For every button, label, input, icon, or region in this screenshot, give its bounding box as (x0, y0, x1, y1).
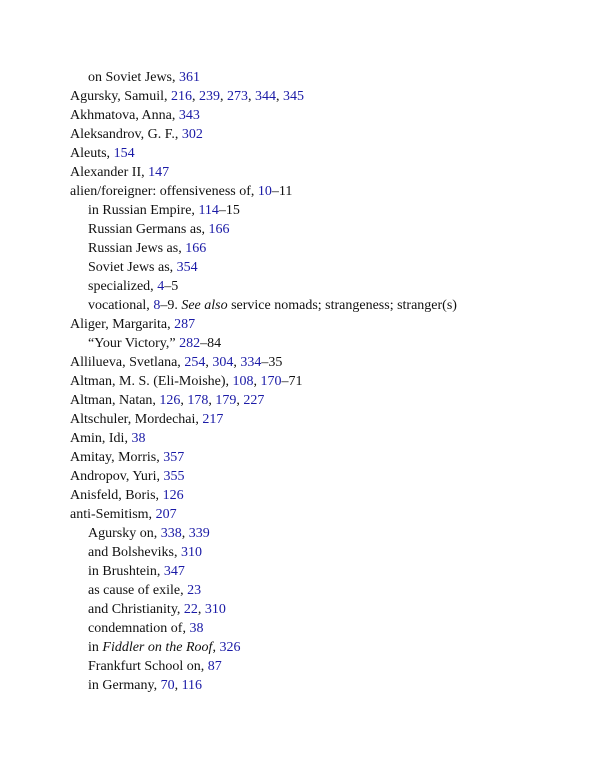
index-subentry (0, 638, 600, 657)
page-reference-link[interactable]: 216 (170, 89, 192, 104)
entry-text: , (180, 393, 188, 408)
index-entry (0, 448, 600, 467)
entry-text: Russian Jews as, (88, 241, 186, 256)
entry-text: , (253, 374, 261, 389)
page-reference-link[interactable]: 70 (160, 678, 175, 693)
entry-text: , (233, 355, 241, 370)
index-subentry (0, 220, 600, 239)
page-reference-link[interactable]: 23 (187, 583, 202, 598)
page-reference-link[interactable]: 154 (113, 146, 135, 161)
entry-text: Akhmatova, Anna, (70, 108, 179, 123)
index-entry (0, 125, 600, 144)
entry-text: alien/foreigner: offensiveness of, (70, 184, 258, 199)
page-reference-link[interactable]: 8 (153, 298, 161, 313)
entry-text: Russian Germans as, (88, 222, 209, 237)
page-reference-link[interactable]: 87 (207, 659, 222, 674)
entry-text: , (191, 89, 199, 104)
index-entry (0, 467, 600, 486)
index-subentry (0, 543, 600, 562)
page-reference-link[interactable]: 4 (157, 279, 165, 294)
page-reference-link[interactable]: 126 (159, 393, 181, 408)
index-entry (0, 486, 600, 505)
page-reference-link[interactable]: 126 (162, 488, 184, 503)
page-reference-link[interactable]: 114 (198, 203, 219, 218)
index-entry (0, 144, 600, 163)
index-entry (0, 106, 600, 125)
page-reference-link[interactable]: 310 (204, 602, 226, 617)
entry-text: , (197, 602, 205, 617)
page-reference-link[interactable]: 310 (180, 545, 202, 560)
page-reference-link[interactable]: 344 (254, 89, 276, 104)
page-reference-link[interactable]: 22 (183, 602, 198, 617)
entry-text: in Brushtein, (88, 564, 164, 579)
index-entry (0, 372, 600, 391)
index-entry (0, 353, 600, 372)
index-entry (0, 87, 600, 106)
index-subentry (0, 600, 600, 619)
entry-text: in (88, 640, 103, 655)
entry-text: as cause of exile, (88, 583, 188, 598)
page-reference-link[interactable]: 178 (187, 393, 209, 408)
index-subentry (0, 296, 600, 315)
page-reference-link[interactable]: 282 (179, 336, 201, 351)
page-reference-link[interactable]: 179 (215, 393, 237, 408)
entry-text: Altman, M. S. (Eli-Moishe), (70, 374, 233, 389)
entry-text: specialized, (88, 279, 158, 294)
entry-text: –35 (261, 355, 283, 370)
page-reference-link[interactable]: 254 (184, 355, 206, 370)
entry-text: vocational, (88, 298, 154, 313)
entry-text: Amitay, Morris, (70, 450, 164, 465)
index-entry (0, 182, 600, 201)
page-reference-link[interactable]: 38 (131, 431, 146, 446)
page-reference-link[interactable]: 10 (257, 184, 272, 199)
index-entry (0, 315, 600, 334)
index-entry (0, 163, 600, 182)
page-reference-link[interactable]: 273 (226, 89, 248, 104)
entry-text: Soviet Jews as, (88, 260, 177, 275)
entry-text: –9. (160, 298, 182, 313)
page-reference-link[interactable]: 217 (202, 412, 224, 427)
page-reference-link[interactable]: 334 (240, 355, 262, 370)
index-subentry (0, 676, 600, 695)
entry-text: –84 (200, 336, 222, 351)
entry-text: , (208, 393, 216, 408)
entry-text: Aleuts, (70, 146, 114, 161)
index-subentry (0, 68, 600, 87)
page-reference-link[interactable]: 116 (181, 678, 203, 693)
page-reference-link[interactable]: 38 (189, 621, 204, 636)
index-subentry (0, 239, 600, 258)
entry-text: Agursky, Samuil, (70, 89, 171, 104)
page-reference-link[interactable]: 166 (208, 222, 230, 237)
entry-text: Anisfeld, Boris, (70, 488, 163, 503)
page-reference-link[interactable]: 357 (163, 450, 185, 465)
entry-text: and Christianity, (88, 602, 184, 617)
page-reference-link[interactable]: 347 (163, 564, 185, 579)
entry-text: , (219, 89, 227, 104)
page-reference-link[interactable]: 345 (282, 89, 304, 104)
page-reference-link[interactable]: 354 (176, 260, 198, 275)
entry-text: Altman, Natan, (70, 393, 160, 408)
entry-text: Aliger, Margarita, (70, 317, 175, 332)
index-subentry (0, 657, 600, 676)
entry-text: Frankfurt School on, (88, 659, 208, 674)
page-reference-link[interactable]: 343 (178, 108, 200, 123)
page-reference-link[interactable]: 339 (188, 526, 210, 541)
entry-text: condemnation of, (88, 621, 190, 636)
entry-text: –71 (281, 374, 303, 389)
index-subentry (0, 334, 600, 353)
entry-text: Altschuler, Mordechai, (70, 412, 203, 427)
entry-text: , (212, 640, 220, 655)
entry-text: on Soviet Jews, (88, 70, 179, 85)
page-reference-link[interactable]: 361 (179, 70, 200, 85)
entry-text: Agursky on, (88, 526, 161, 541)
page-reference-link[interactable]: 355 (163, 469, 185, 484)
entry-text: –5 (164, 279, 179, 294)
index-subentry (0, 277, 600, 296)
page-reference-link[interactable]: 338 (160, 526, 182, 541)
entry-text: –11 (271, 184, 293, 199)
entry-text: Amin, Idi, (70, 431, 132, 446)
index-subentry (0, 562, 600, 581)
entry-text: , (275, 89, 283, 104)
page-reference-link[interactable]: 302 (181, 127, 203, 142)
page-reference-link[interactable]: 166 (185, 241, 207, 256)
italic-text: See also (181, 298, 228, 313)
entry-text: anti-Semitism, (70, 507, 156, 522)
page-reference-link[interactable]: 227 (243, 393, 265, 408)
index-entries (0, 68, 600, 695)
page-reference-link[interactable]: 170 (260, 374, 282, 389)
entry-text: “Your Victory,” (88, 336, 180, 351)
index-entry (0, 410, 600, 429)
page-reference-link[interactable]: 207 (155, 507, 177, 522)
index-entry (0, 391, 600, 410)
entry-text: , (174, 678, 182, 693)
page-reference-link[interactable]: 326 (219, 640, 241, 655)
entry-text: service nomads; strangeness; stranger(s) (227, 298, 457, 313)
page-reference-link[interactable]: 304 (212, 355, 234, 370)
entry-text: , (181, 526, 189, 541)
entry-text: in Russian Empire, (88, 203, 199, 218)
entry-text: Andropov, Yuri, (70, 469, 164, 484)
entry-text: –15 (218, 203, 240, 218)
entry-text: , (236, 393, 244, 408)
entry-text: , (205, 355, 213, 370)
entry-text: in Germany, (88, 678, 161, 693)
index-subentry (0, 619, 600, 638)
index-entry (0, 505, 600, 524)
index-subentry (0, 524, 600, 543)
index-subentry (0, 201, 600, 220)
page-reference-link[interactable]: 239 (198, 89, 220, 104)
page-reference-link[interactable]: 287 (174, 317, 196, 332)
index-subentry (0, 258, 600, 277)
entry-text: Alexander II, (70, 165, 149, 180)
italic-text: Fiddler on the Roof (102, 640, 213, 655)
entry-text: Allilueva, Svetlana, (70, 355, 185, 370)
index-entry (0, 429, 600, 448)
entry-text: and Bolsheviks, (88, 545, 181, 560)
page-reference-link[interactable]: 108 (232, 374, 254, 389)
entry-text: Aleksandrov, G. F., (70, 127, 182, 142)
page-reference-link[interactable]: 147 (148, 165, 170, 180)
index-subentry (0, 581, 600, 600)
entry-text: , (247, 89, 255, 104)
